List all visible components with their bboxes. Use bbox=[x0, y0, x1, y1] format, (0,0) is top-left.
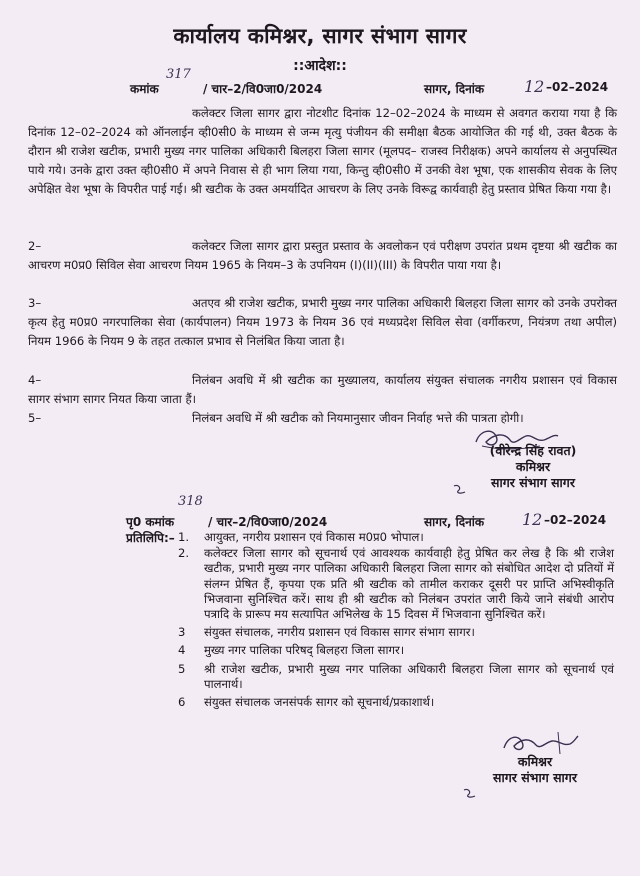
office-title: कार्यालय कमिश्नर, सागर संभाग सागर bbox=[173, 24, 467, 48]
signatory-name: (वीरेन्द्र सिंह रावत) bbox=[489, 443, 577, 458]
endorsement-file-number: / चार–2/वि0जा0/2024 bbox=[208, 515, 328, 529]
paragraph-2 bbox=[28, 237, 617, 275]
paragraph-2-text: कलेक्टर जिला सागर द्वारा प्रस्तुत प्रस्ताव के अवलोकन एवं परीक्षण उपरांत प्रथम दृष्टया श्री खटीक का आचरण म0प्र0 सिविल सेवा आचरण नियम 1965 के नियम–3 के उपनियम (I)(II)(III) के विपरीत पाया गया है। bbox=[28, 239, 617, 273]
copy-item-number: 3 bbox=[178, 625, 186, 640]
paragraph-3 bbox=[28, 294, 617, 351]
copy-item-2 bbox=[178, 546, 614, 622]
copy-item-text: संयुक्त संचालक जनसंपर्क सागर को सूचनार्थ/प्रकाशार्थ। bbox=[204, 695, 435, 710]
paragraph-1 bbox=[28, 104, 617, 199]
order-date-rest: –02–2024 bbox=[546, 80, 609, 94]
copy-item-4 bbox=[178, 643, 614, 658]
paragraph-3-number: 3– bbox=[28, 296, 42, 310]
paragraph-4 bbox=[28, 371, 617, 409]
signature-2-block bbox=[460, 754, 610, 786]
copy-item-number: 4 bbox=[178, 643, 186, 658]
paragraph-1-text: कलेक्टर जिला सागर द्वारा नोटशीट दिनांक 12–02–2024 के माध्यम से अवगत कराया गया है कि दिनांक 12–02–2024 को ऑनलाईन व्ही0सी0 के माध्यम से जन्म मृत्यु पंजीयन की समीक्षा बैठक आयोजित की गई थी, उक्त बैठक के दौरान श्री राजेश खटीक, प्रभारी मुख्य नगर पालिका अधिकारी बिलहरा जिला सागर (मूलपद– राजस्व निरीक्षक) अपने कार्यालय से अनुपस्थित पाये गये। उनके द्वारा उक्त व्ही0सी0 में अपने निवास से ही भाग लिया गया, किन्तु व्ही0सी0 में उनकी वेश भूषा, एक शासकीय सेवक के लिए अपेक्षित वेश भूषा के विपरीत पाई गई। श्री खटीक के उक्त अमर्यादित आचरण के लिए उनके विरूद्व कार्यवाही हेतु प्रस्ताव प्रेषित किया गया है। bbox=[28, 106, 617, 197]
initial-mark-2 bbox=[462, 786, 478, 800]
paragraph-4-number: 4– bbox=[28, 373, 42, 387]
copy-item-6 bbox=[178, 695, 614, 710]
copy-item-number: 1. bbox=[178, 530, 190, 544]
copy-item-text: आयुक्त, नगरीय प्रशासन एवं विकास म0प्र0 भोपाल। bbox=[204, 530, 424, 544]
paragraph-4-text: निलंबन अवधि में श्री खटीक का मुख्यालय, कार्यालय संयुक्त संचालक नगरीय प्रशासन एवं विकास सागर संभाग सागर नियत किया जाता हैं। bbox=[28, 373, 617, 407]
signatory-office: सागर संभाग सागर bbox=[491, 475, 575, 490]
signatory-designation: कमिश्नर bbox=[515, 459, 551, 474]
order-place-date-label: सागर, दिनांक bbox=[424, 82, 485, 96]
copy-item-text: मुख्य नगर पालिका परिषद् बिलहरा जिला सागर। bbox=[204, 643, 405, 658]
copy-item-text: कलेक्टर जिला सागर को सूचनार्थ एवं आवश्यक कार्यवाही हेतु प्रेषित कर लेख है कि श्री राजेश खटीक, प्रभारी मुख्य नगर पालिका अधिकारी बिलहरा जिला सागर को संबोधित आदेश दो प्रतियों में संलग्न प्रेषित हैं, कृपया एक प्रति श्री खटीक को तामील कराकर दूसरी पर प्राप्ति अभिस्वीकृति भिजवाना सुनिश्चित करें। साथ ही श्री खटीक को निलंबन उपरांत जारी किये जाने संबंधी आरोप पत्रादि के प्रारूप मय सत्यापित अभिलेख के 15 दिवस में भिजवाना सुनिश्चित करें। bbox=[204, 546, 614, 622]
order-handwritten-day: 12 bbox=[524, 77, 545, 96]
paragraph-5-number: 5– bbox=[28, 411, 42, 425]
copy-item-number: 6 bbox=[178, 695, 186, 710]
copy-list bbox=[178, 530, 614, 711]
endorsement-place-date-label: सागर, दिनांक bbox=[424, 515, 485, 529]
endorsement-handwritten-number: 318 bbox=[178, 494, 203, 509]
signatory-2-designation: कमिश्नर bbox=[517, 754, 553, 769]
copy-item-number: 5 bbox=[178, 661, 186, 676]
paragraph-3-text: अतएव श्री राजेश खटीक, प्रभारी मुख्य नगर पालिका अधिकारी बिलहरा जिला सागर को उनके उपरोक्त कृत्य हेतु म0प्र0 नगरपालिका सेवा (कार्यपालन) नियम 1973 के नियम 36 एवं मध्यप्रदेश सिविल सेवा (वर्गीकरण, नियंत्रण तथा अपील) नियम 1966 के नियम 9 के तहत तत्काल प्रभाव से निलंबित किया जाता है। bbox=[28, 296, 617, 349]
copy-item-5 bbox=[178, 661, 614, 692]
copy-item-text: संयुक्त संचालक, नगरीय प्रशासन एवं विकास सागर संभाग सागर। bbox=[204, 625, 475, 640]
copy-item-number: 2. bbox=[178, 546, 190, 561]
copy-item-1 bbox=[178, 530, 614, 545]
order-file-number: / चार–2/वि0जा0/2024 bbox=[203, 82, 323, 96]
endorsement-date-rest: –02–2024 bbox=[544, 513, 607, 527]
endorsement-handwritten-day: 12 bbox=[522, 510, 543, 529]
order-handwritten-number: 317 bbox=[166, 67, 191, 82]
signature-1-block bbox=[448, 443, 618, 491]
initial-mark-1 bbox=[452, 482, 468, 496]
paragraph-5-text: निलंबन अवधि में श्री खटीक को नियमानुसार जीवन निर्वाह भत्ते की पात्रता होगी। bbox=[192, 411, 524, 425]
copy-item-text: श्री राजेश खटीक, प्रभारी मुख्य नगर पालिका अधिकारी बिलहरा जिला सागर को सूचनार्थ एवं पालनार्थ। bbox=[204, 661, 614, 691]
order-number-label: कमांक bbox=[130, 82, 159, 96]
copy-item-3 bbox=[178, 625, 614, 640]
order-heading: ::आदेश:: bbox=[293, 58, 347, 74]
signatory-2-office: सागर संभाग सागर bbox=[493, 770, 577, 785]
endorsement-number-label: पृ0 कमांक bbox=[126, 515, 175, 529]
copy-to-label: प्रतिलिपि:– bbox=[126, 531, 175, 545]
paragraph-2-number: 2– bbox=[28, 239, 42, 253]
